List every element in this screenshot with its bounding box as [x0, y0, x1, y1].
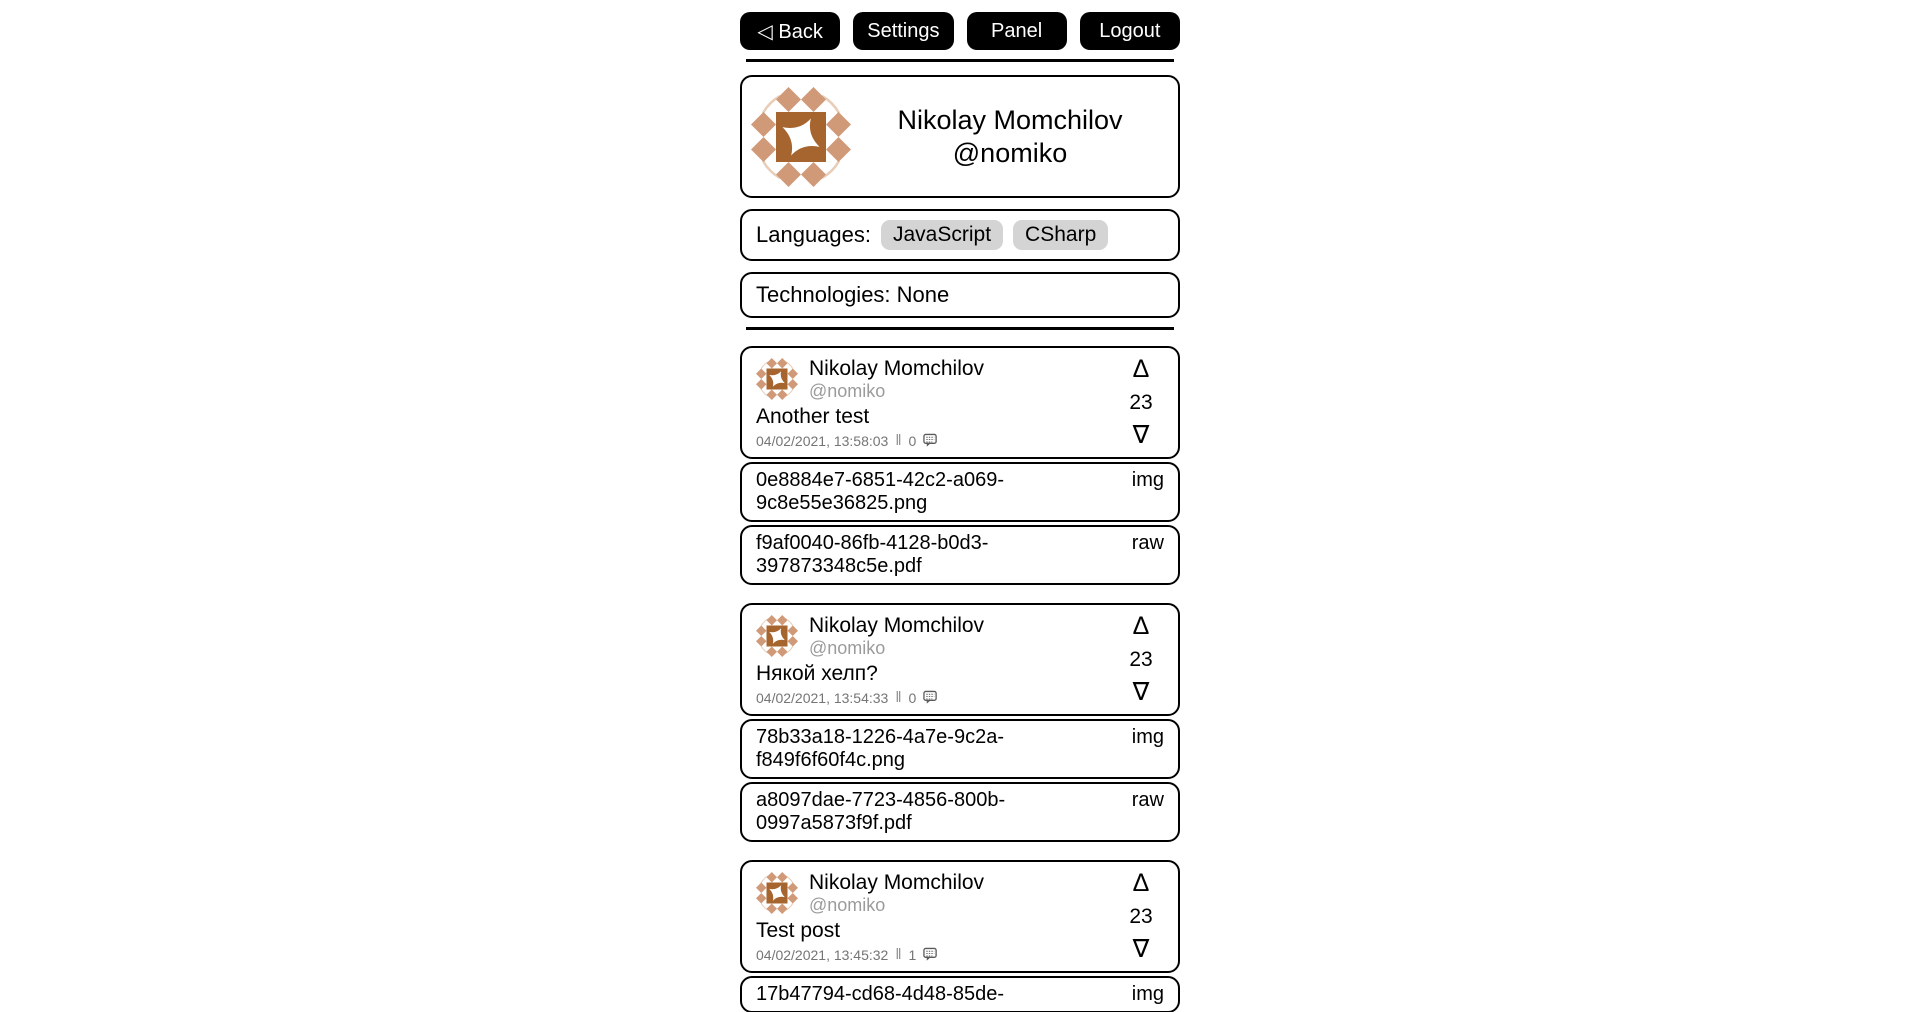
logout-button[interactable]: Logout	[1080, 12, 1180, 50]
post-author-block	[809, 356, 984, 402]
attachment-row[interactable]	[740, 462, 1180, 522]
post-comment-count: 1	[908, 946, 917, 963]
post-meta	[756, 689, 1164, 706]
post-group	[740, 860, 1180, 1012]
technologies-card	[740, 272, 1180, 318]
post-title: Някой хелп?	[756, 662, 878, 685]
post-avatar-identicon	[756, 872, 798, 914]
post-card[interactable]	[740, 860, 1180, 973]
attachment-row[interactable]	[740, 525, 1180, 585]
post-author: Nikolay Momchilov	[809, 614, 985, 637]
comments-icon	[923, 690, 938, 705]
attachment-type-label: img	[1131, 469, 1164, 491]
language-tag-csharp: CSharp	[1013, 220, 1108, 250]
divider-top	[746, 59, 1174, 62]
post-author-block	[809, 870, 984, 916]
vote-column	[1122, 356, 1160, 449]
post-meta	[756, 432, 1164, 449]
upvote-button[interactable]: Δ	[1132, 355, 1150, 383]
language-tag-javascript: JavaScript	[881, 220, 1003, 250]
post-card[interactable]	[740, 603, 1180, 716]
meta-separator: ‖	[895, 432, 902, 449]
post-header	[756, 613, 1164, 659]
attachment-filename: 0e8884e7-6851-42c2-a069-9c8e55e36825.png	[756, 469, 1004, 514]
post-header	[756, 356, 1164, 402]
downvote-button[interactable]: ∇	[1132, 935, 1150, 963]
profile-name: Nikolay Momchilov	[897, 105, 1123, 136]
attachment-type-label: raw	[1131, 532, 1164, 554]
post-avatar-identicon	[756, 358, 798, 400]
post-author-block	[809, 613, 984, 659]
languages-label: Languages:	[756, 222, 871, 247]
profile-handle: @nomiko	[952, 137, 1068, 168]
attachment-row[interactable]	[740, 719, 1180, 779]
panel-button[interactable]: Panel	[967, 12, 1067, 50]
profile-avatar-identicon	[751, 87, 851, 187]
vote-count: 23	[1129, 904, 1153, 928]
downvote-button[interactable]: ∇	[1132, 678, 1150, 706]
attachment-row[interactable]	[740, 782, 1180, 842]
post-group	[740, 346, 1180, 585]
post-title: Test post	[756, 919, 841, 942]
vote-column	[1122, 613, 1160, 706]
attachment-filename: 78b33a18-1226-4a7e-9c2a-f849f6f60f4c.png	[756, 726, 1004, 771]
attachment-type-label: img	[1131, 983, 1164, 1005]
languages-card	[740, 209, 1180, 261]
vote-count: 23	[1129, 647, 1153, 671]
upvote-button[interactable]: Δ	[1132, 869, 1150, 897]
post-timestamp: 04/02/2021, 13:45:32	[756, 946, 889, 963]
main-column	[740, 0, 1180, 1012]
vote-count: 23	[1129, 390, 1153, 414]
upvote-button[interactable]: Δ	[1132, 612, 1150, 640]
post-timestamp: 04/02/2021, 13:54:33	[756, 689, 889, 706]
post-avatar-identicon	[756, 615, 798, 657]
vote-column	[1122, 870, 1160, 963]
post-header	[756, 870, 1164, 916]
post-meta	[756, 946, 1164, 963]
comments-icon	[923, 947, 938, 962]
post-handle: @nomiko	[809, 638, 886, 658]
divider-posts	[746, 327, 1174, 330]
post-card[interactable]	[740, 346, 1180, 459]
profile-names	[851, 104, 1169, 169]
attachment-row[interactable]	[740, 976, 1180, 1012]
meta-separator: ‖	[895, 946, 902, 963]
comments-icon	[923, 433, 938, 448]
toolbar	[740, 12, 1180, 50]
back-button[interactable]: ◁ Back	[740, 12, 840, 50]
post-handle: @nomiko	[809, 895, 886, 915]
attachment-filename: a8097dae-7723-4856-800b-0997a5873f9f.pdf	[756, 789, 1006, 834]
settings-button[interactable]: Settings	[853, 12, 953, 50]
post-comment-count: 0	[908, 432, 917, 449]
post-title: Another test	[756, 405, 870, 428]
attachment-filename: 17b47794-cd68-4d48-85de-	[756, 983, 1004, 1005]
profile-card	[740, 75, 1180, 198]
meta-separator: ‖	[895, 689, 902, 706]
post-timestamp: 04/02/2021, 13:58:03	[756, 432, 889, 449]
technologies-label: Technologies: None	[756, 282, 950, 307]
post-group	[740, 603, 1180, 842]
attachment-type-label: img	[1131, 726, 1164, 748]
attachment-filename: f9af0040-86fb-4128-b0d3-397873348c5e.pdf	[756, 532, 989, 577]
post-handle: @nomiko	[809, 381, 886, 401]
posts-list	[740, 346, 1180, 1012]
attachment-type-label: raw	[1131, 789, 1164, 811]
post-author: Nikolay Momchilov	[809, 871, 985, 894]
post-author: Nikolay Momchilov	[809, 357, 985, 380]
downvote-button[interactable]: ∇	[1132, 421, 1150, 449]
post-comment-count: 0	[908, 689, 917, 706]
